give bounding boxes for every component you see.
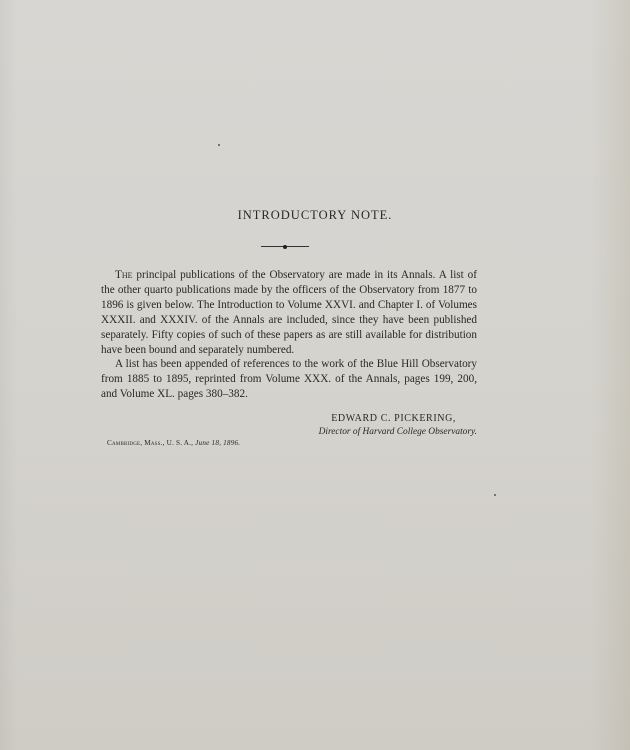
paper-speck: [218, 144, 220, 146]
rule-dot-icon: [283, 245, 287, 249]
signature-name: EDWARD C. PICKERING,: [331, 413, 456, 424]
signature-title: Director of Harvard College Observatory.: [318, 427, 477, 437]
paragraph-lead: The: [115, 269, 133, 281]
paragraph-1: [101, 268, 477, 357]
date: June 18, 1896.: [195, 439, 241, 447]
place-date: [107, 439, 240, 447]
paper-speck: [494, 494, 496, 496]
body-text: [101, 268, 477, 402]
page-title: INTRODUCTORY NOTE.: [237, 208, 393, 222]
paragraph-text: principal publications of the Observatory are made in its Annals. A list of the other quarto publications made by the officers of the Observatory from 1877 to 1896 is given below. The Introduction to Volume XXVI. and Chapter I. of Volumes XXXII. and XXXIV. of the Annals are included, since they have been published separately. Fifty copies of such of these papers as are still available for distribution have been bound and separately numbered.: [101, 269, 477, 356]
paragraph-text: A list has been appended of references to the work of the Blue Hill Observatory from 1885 to 1895, reprinted from Volume XXX. of the Annals, pages 199, 200, and Volume XL. pages 380–382.: [101, 358, 477, 401]
place: Cambridge, Mass., U. S. A.,: [107, 439, 194, 447]
ornamental-rule: [261, 246, 309, 247]
paragraph-2: [101, 357, 477, 402]
